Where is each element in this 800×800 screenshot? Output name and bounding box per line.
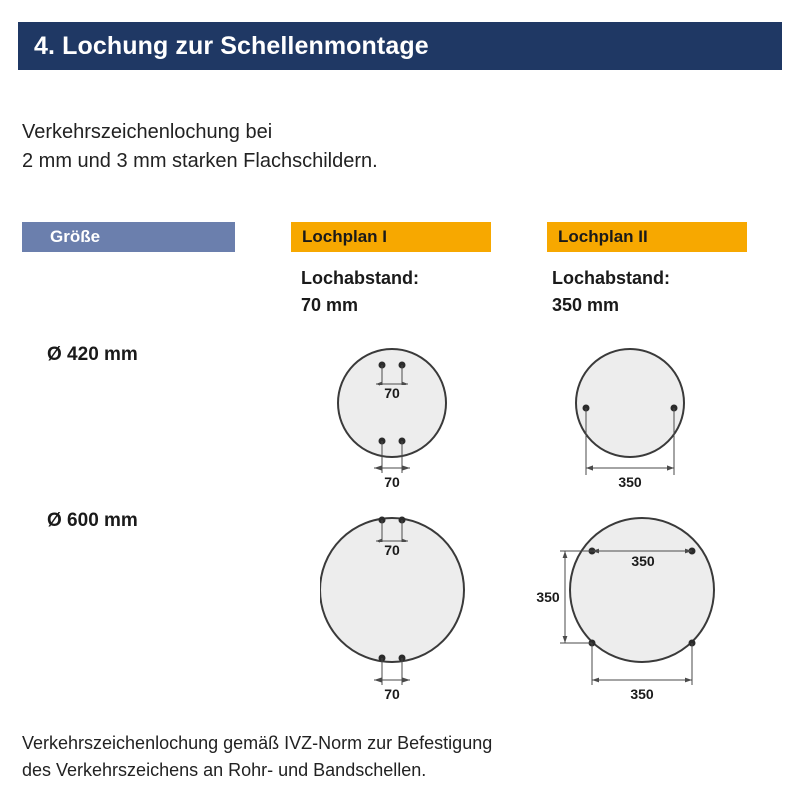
dim-arrow — [592, 678, 599, 683]
dim-arrow — [402, 465, 410, 470]
sign-diagram-600-plan-1 — [320, 495, 485, 710]
dim-arrow — [586, 465, 593, 470]
drawing-420-lochplan-2 — [560, 335, 720, 505]
sign-diagram-600-plan-2 — [530, 495, 745, 710]
drawing-600-lochplan-1 — [320, 495, 485, 715]
intro-text — [22, 118, 378, 176]
lochplan-1-subheader — [301, 265, 419, 319]
sign-circle — [576, 349, 684, 457]
dim-arrow — [374, 465, 382, 470]
footer-line-1: Verkehrszeichenlochung gemäß IVZ-Norm zur Befestigung — [22, 733, 493, 753]
sign-diagram-420-plan-1 — [330, 335, 475, 500]
dim-arrow — [563, 636, 568, 643]
lochplan-1-sub-line-2: 70 mm — [301, 295, 359, 315]
dim-label-vertical: 350 — [536, 589, 560, 605]
lochplan-2-sub-line-2: 350 mm — [552, 295, 620, 315]
dim-arrow — [667, 465, 674, 470]
dim-label-top: 70 — [384, 385, 400, 401]
dim-arrow — [374, 677, 382, 682]
lochplan-2-subheader — [552, 265, 670, 319]
page-title: 4. Lochung zur Schellenmontage — [34, 31, 429, 60]
drawing-600-lochplan-2 — [530, 495, 745, 715]
section-header-bar — [18, 22, 782, 70]
column-header-lochplan-2: Lochplan II — [547, 222, 747, 252]
dim-arrow — [402, 677, 410, 682]
drawing-420-lochplan-1 — [330, 335, 475, 505]
column-header-size: Größe — [22, 222, 235, 252]
dim-arrow — [563, 551, 568, 558]
dim-label-bottom: 70 — [384, 474, 400, 490]
intro-line-1: Verkehrszeichenlochung bei — [22, 121, 273, 143]
sign-diagram-420-plan-2 — [560, 335, 720, 500]
dim-label-horizontal: 350 — [618, 474, 642, 490]
intro-line-2: 2 mm und 3 mm starken Flachschildern. — [22, 150, 378, 172]
dim-label-bottom: 350 — [630, 686, 654, 702]
dim-label-bottom: 70 — [384, 686, 400, 702]
footer-line-2: des Verkehrszeichens an Rohr- und Bandschellen. — [22, 760, 427, 780]
footer-note — [22, 730, 492, 784]
row-label-600: Ø 600 mm — [47, 510, 138, 531]
sign-circle — [338, 349, 446, 457]
column-header-lochplan-1: Lochplan I — [291, 222, 491, 252]
dim-arrow — [685, 678, 692, 683]
row-label-420: Ø 420 mm — [47, 344, 138, 365]
lochplan-1-sub-line-1: Lochabstand: — [301, 268, 420, 288]
dim-label-top: 70 — [384, 542, 400, 558]
lochplan-2-sub-line-1: Lochabstand: — [552, 268, 671, 288]
dim-label-upper: 350 — [631, 553, 655, 569]
sign-circle — [320, 518, 464, 662]
